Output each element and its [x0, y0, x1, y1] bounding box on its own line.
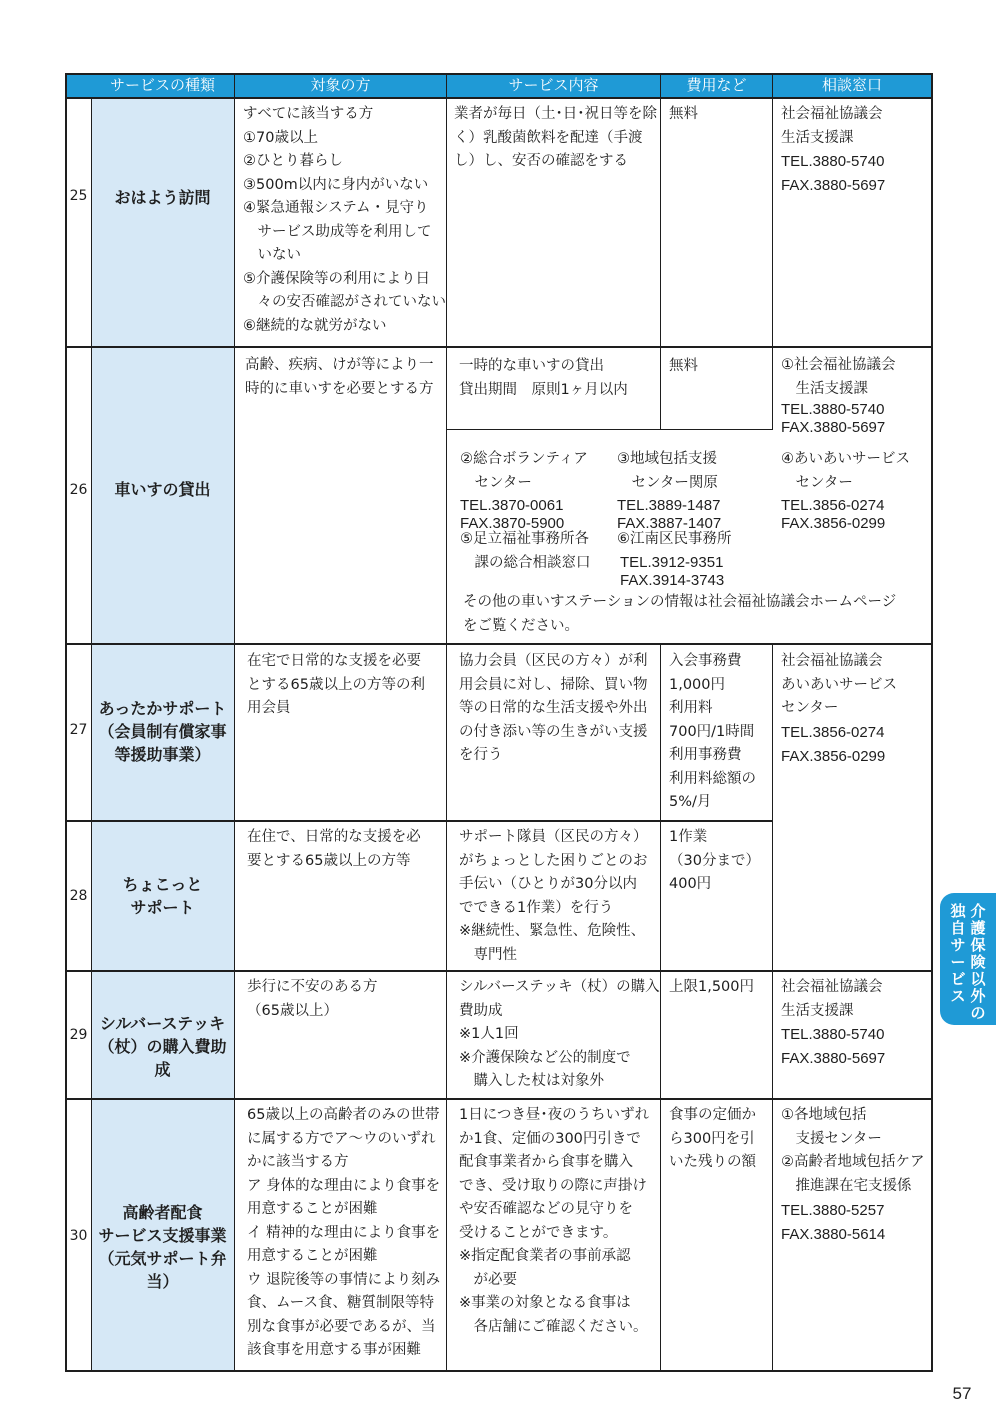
contact-phone: TEL.3856-0274 FAX.3856-0299: [781, 497, 886, 532]
grid-line: [446, 429, 773, 430]
contact-phone: TEL.3889-1487 FAX.3887-1407: [617, 497, 722, 532]
contact-phone: TEL.3880-5740 FAX.3880-5697: [781, 401, 886, 436]
grid-line: [65, 1370, 933, 1372]
contact-phone: TEL.3912-9351 FAX.3914-3743: [620, 554, 725, 589]
contact-org: ④あいあいサービス センター: [781, 451, 910, 491]
grid-line: [446, 346, 447, 643]
header-target: 対象の方: [310, 76, 371, 94]
section-side-tab[interactable]: [940, 893, 996, 1025]
service-name: シルバーステッキ （杖）の購入費助成: [98, 1014, 227, 1079]
contact-org: ①各地域包括 支援センター ②高齢者地域包括ケア 推進課在宅支援係: [781, 1107, 925, 1194]
side-tab-line1: 介 護 保 険 以 外 の: [970, 902, 986, 1022]
cost-text: 無料: [669, 358, 698, 374]
row-number: 27: [69, 722, 88, 738]
cost-text: 無料: [669, 106, 698, 122]
grid-line: [65, 970, 933, 972]
target-text: 在住で、日常的な支援を必 要とする65歳以上の方等: [247, 829, 421, 869]
contact-phone: TEL.3880-5740 FAX.3880-5697: [781, 153, 886, 194]
cost-text: 1作業 （30分まで） 400円: [669, 829, 760, 892]
header-content: サービス内容: [508, 76, 599, 94]
contact-org: 社会福祉協議会 あいあいサービス センター: [781, 653, 897, 716]
contact-org: ②総合ボランティア センター: [460, 451, 588, 491]
row-number: 29: [69, 1027, 88, 1043]
target-text: 高齢、疾病、けが等により一 時的に車いすを必要とする方: [245, 357, 434, 397]
cost-text: 入会事務費 1,000円 利用料 700円/1時間 利用事務費 利用料総額の 5%/月: [669, 653, 756, 810]
grid-line: [660, 346, 661, 430]
grid-line: [660, 98, 661, 346]
service-name: 車いすの貸出: [114, 480, 211, 499]
service-name: ちょこっと サポート: [122, 875, 203, 917]
content-text: 一時的な車いすの貸出 貸出期間 原則1ヶ月以内: [459, 358, 628, 398]
grid-line: [772, 346, 773, 430]
grid-line: [65, 643, 933, 645]
header-contact: 相談窓口: [821, 76, 882, 94]
service-name: 高齢者配食 サービス支援事業 （元気サポート弁当）: [98, 1203, 227, 1291]
grid-line: [772, 98, 773, 346]
content-text: サポート隊員（区民の方々） がちょっとした困りごとのお 手伝い（ひとりが30分以内 でできる1作業）を行う ※継続性、緊急性、危険性、 専門性: [459, 829, 648, 963]
target-text: 65歳以上の高齢者のみの世帯 に属する方でア〜ウのいずれ かに該当する方 ア 身体的な理由により食事を 用意することが困難 イ 精神的な理由により食事を 用意することが困難 ウ 退院後等の事情により刻み 食、ムース食、糖質制限等特 別な食事が必要であるが、当 該食事を用意する事が困難: [247, 1107, 441, 1358]
contact-org: ⑤足立福祉事務所各 課の総合相談窓口: [460, 531, 591, 571]
grid-line: [234, 98, 235, 1371]
target-text: 在宅で日常的な支援を必要 とする65歳以上の方等の利 用会員: [247, 653, 425, 716]
row-number: 25: [69, 188, 88, 204]
header-service-type: サービスの種類: [109, 76, 215, 94]
target-text: すべてに該当する方 ①70歳以上 ②ひとり暮らし ③500m以内に身内がいない ④緊急通報システム・見守り サービス助成等を利用して いない ⑤介護保険等の利用により日 々の安否確認がされていない ⑥継続的な就労がない: [243, 106, 446, 334]
grid-line: [65, 1098, 933, 1100]
contact-phone: TEL.3880-5740 FAX.3880-5697: [781, 1026, 886, 1067]
contact-phone: TEL.3856-0274 FAX.3856-0299: [781, 724, 886, 765]
contact-org: 社会福祉協議会 生活支援課: [781, 106, 883, 146]
row-number: 28: [69, 888, 88, 904]
side-tab-line2: 独 自 サ ー ビ ス: [950, 902, 966, 1005]
cost-text: 上限1,500円: [669, 979, 755, 995]
row-number: 26: [69, 482, 88, 498]
content-text: 業者が毎日（土･日･祝日等を除 く）乳酸菌飲料を配達（手渡 し）し、安否の確認をする: [454, 106, 657, 169]
row-number: 30: [69, 1228, 88, 1244]
note-text: その他の車いすステーションの情報は社会福祉協議会ホームページ をご覧ください。: [463, 594, 897, 634]
grid-line: [446, 970, 447, 1371]
grid-line: [446, 643, 447, 970]
service-name: おはよう訪問: [114, 188, 211, 207]
header-cost: 費用など: [686, 76, 747, 94]
grid-line: [660, 643, 661, 970]
contact-phone: TEL.3870-0061 FAX.3870-5900: [460, 497, 565, 532]
contact-org: ③地域包括支援 センター関原: [617, 451, 718, 491]
grid-line: [660, 970, 661, 1371]
contact-org: ①社会福祉協議会 生活支援課: [781, 357, 896, 397]
grid-line: [772, 970, 773, 1371]
grid-line: [65, 820, 773, 822]
grid-line: [772, 643, 773, 970]
grid-line: [65, 346, 933, 348]
page-number: 57: [952, 1384, 972, 1403]
contact-phone: TEL.3880-5257 FAX.3880-5614: [781, 1202, 886, 1243]
service-name: あったかサポート （会員制有償家事 等援助事業）: [98, 699, 227, 764]
grid-line: [446, 98, 447, 346]
service-cell-bg: [91, 98, 234, 346]
contact-org: 社会福祉協議会 生活支援課: [781, 979, 883, 1019]
grid-line: [931, 73, 933, 1372]
content-text: シルバーステッキ（杖）の購入 費助成 ※1人1回 ※介護保険など公的制度で 購入した杖は対象外: [459, 979, 660, 1089]
cost-text: 食事の定価か ら300円を引 いた残りの額: [669, 1107, 756, 1170]
content-text: 1日につき昼･夜のうちいずれ か1食、定価の300円引きで 配食事業者から食事を購入 でき、受け取りの際に声掛け や安否確認などの見守りを 受けることができます。 ※指定配食業者の事前承認 が必要 ※事業の対象となる食事は 各店舗にご確認ください。: [459, 1107, 650, 1335]
contact-org: ⑥江南区民事務所: [617, 531, 732, 547]
target-text: 歩行に不安のある方 （65歳以上）: [247, 979, 378, 1019]
content-text: 協力会員（区民の方々）が利 用会員に対し、掃除、買い物 等の日常的な生活支援や外出 の付き添い等の生きがい支援 を行う: [459, 653, 648, 763]
